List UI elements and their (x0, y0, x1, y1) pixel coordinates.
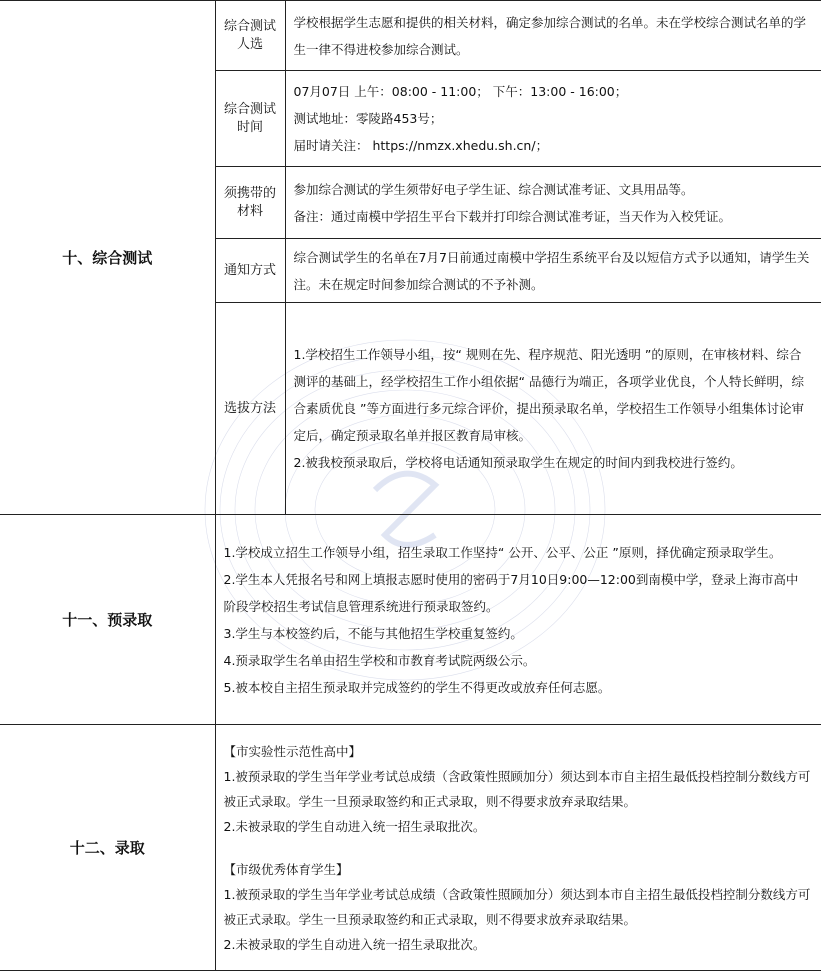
content-line: 1.被预录取的学生当年学业考试总成绩（含政策性照顾加分）须达到本市自主招生最低投档控制分数线方可被正式录取。学生一旦预录取签约和正式录取，则不得要求放弃录取结果。 (223, 768, 811, 809)
row-label-materials: 须携带的材料 (215, 167, 285, 239)
content-line: 2.未被录取的学生自动进入统一招生录取批次。 (223, 818, 486, 834)
group-heading: 【市级优秀体育学生】 (223, 861, 349, 877)
section-10-title: 十、综合测试 (0, 1, 215, 515)
section-11-content (215, 515, 821, 725)
content-line: 2.未被录取的学生自动进入统一招生录取批次。 (223, 936, 486, 952)
row-content-candidates (285, 1, 821, 71)
content-line: 测试地址：零陵路453号； (293, 111, 443, 126)
row-label-time: 综合测试时间 (215, 71, 285, 167)
content-line: 综合测试学生的名单在7月7日前通过南模中学招生系统平台及以短信方式予以通知，请学生关注。未在规定时间参加综合测试的不予补测。 (293, 249, 810, 292)
content-line: 5.被本校自主招生预录取并完成签约的学生不得更改或放弃任何志愿。 (223, 679, 611, 695)
content-line: 备注：通过南模中学招生平台下载并打印综合测试准考证，当天作为入校凭证。 (293, 208, 732, 224)
row-content-time (285, 71, 821, 167)
content-line: 届时请关注： https://nmzx.xhedu.sh.cn/； (293, 138, 549, 153)
content-line: 2.被我校预录取后，学校将电话通知预录取学生在规定的时间内到我校进行签约。 (293, 455, 743, 470)
content-line: 4.预录取学生名单由招生学校和市教育考试院两级公示。 (223, 652, 536, 668)
section-12-content (215, 725, 821, 971)
content-line: 3.学生与本校签约后，不能与其他招生学校重复签约。 (223, 625, 523, 641)
row-label-notice: 通知方式 (215, 239, 285, 303)
content-line: 1.学校成立招生工作领导小组，招生录取工作坚持“ 公开、公平、公正 ”原则，择优确定预录取学生。 (223, 544, 782, 560)
content-line: 1.学校招生工作领导小组，按“ 规则在先、程序规范、阳光透明 ”的原则，在审核材料、综合测评的基础上，经学校招生工作小组依据“ 品德行为端正，各项学业优良，个人特长鲜明，综合素质优良 ”等方面进行多元综合评价，提出预录取名单，学校招生工作领导小组集体讨论审定后，确定预录取名单并报区教育局审核。 (293, 347, 804, 443)
row-content-selection (285, 303, 821, 515)
top-border (0, 0, 821, 1)
content-line: 学校根据学生志愿和提供的相关材料，确定参加综合测试的名单。未在学校综合测试名单的学生一律不得进校参加综合测试。 (293, 14, 807, 57)
section-11-title: 十一、预录取 (0, 515, 215, 725)
row-label-candidates: 综合测试人选 (215, 1, 285, 71)
row-content-materials (285, 167, 821, 239)
row-label-selection: 选拔方法 (215, 303, 285, 515)
content-line: 1.被预录取的学生当年学业考试总成绩（含政策性照顾加分）须达到本市自主招生最低投档控制分数线方可被正式录取。学生一旦预录取签约和正式录取，则不得要求放弃录取结果。 (223, 886, 811, 927)
content-line: 2.学生本人凭报名号和网上填报志愿时使用的密码于7月10日9:00—12:00到南模中学，登录上海市高中阶段学校招生考试信息管理系统进行预录取签约。 (223, 571, 799, 614)
group-heading: 【市实验性示范性高中】 (223, 743, 362, 759)
row-content-notice (285, 239, 821, 303)
section-12-title: 十二、录取 (0, 725, 215, 971)
content-line: 07月07日 上午：08:00 - 11:00； 下午：13:00 - 16:00； (293, 84, 628, 99)
content-line: 参加综合测试的学生须带好电子学生证、综合测试准考证、文具用品等。 (293, 181, 694, 197)
